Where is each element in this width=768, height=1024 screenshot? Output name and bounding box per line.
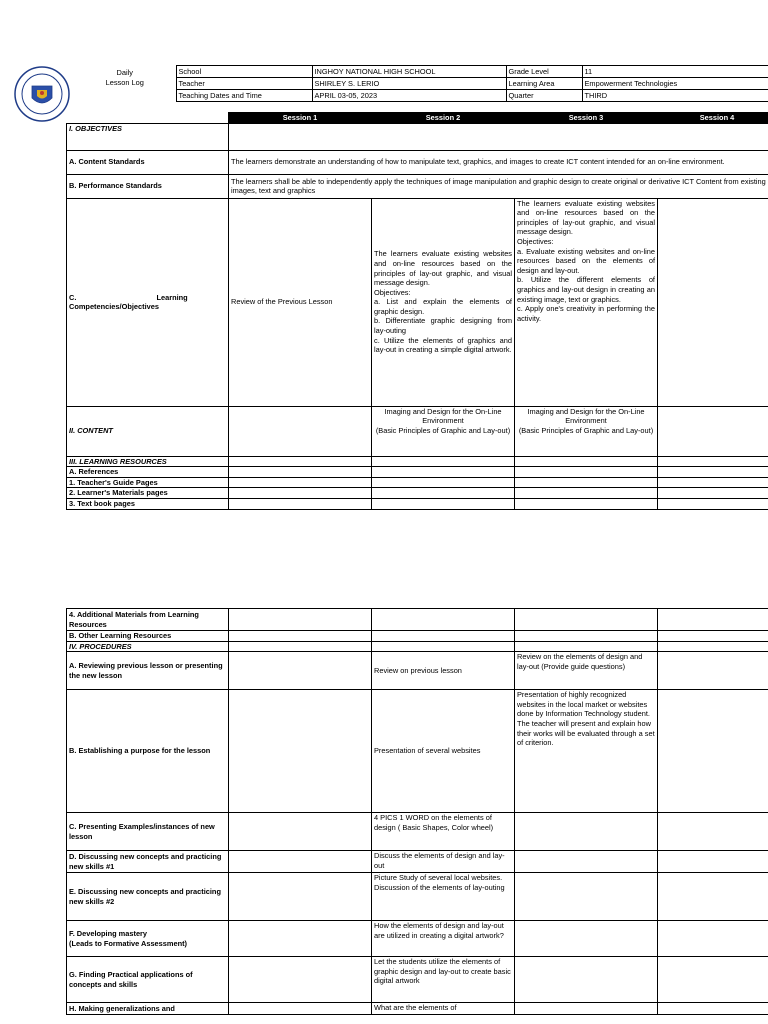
session-4-header: Session 4 [658, 113, 768, 124]
procedure-session-2: Let the students utilize the elements of graphic design and lay-out to create basic digital artwork [372, 957, 515, 1003]
grade-level-value: 11 [582, 66, 768, 78]
content-standards-label: A. Content Standards [67, 150, 229, 174]
procedure-session-3: Presentation of highly recognized websites in the local market or websites done by Information Technology student. The teacher will present and explain how their works will be evaluated through a set of criterion. [515, 690, 658, 813]
competencies-session-3: The learners evaluate existing websites and on-line resources based on the principles of lay-out graphic, and visual message design. Objectives: a. Evaluate existing websites and on-line resources based on the elements of design and lay-out. b. Utilize the different elements of graphics and lay-out design in creating an existing image, text or graphics. c. Apply one's creativity in performing the activity. [515, 198, 658, 406]
objectives-heading: I. OBJECTIVES [67, 123, 229, 150]
procedure-row-label: H. Making generalizations and [67, 1003, 229, 1015]
learners-materials-label: 2. Learner's Materials pages [67, 488, 229, 499]
session-1-header: Session 1 [229, 113, 372, 124]
procedure-row-label: G. Finding Practical applications of concepts and skills [67, 957, 229, 1003]
learning-resources-heading: III. LEARNING RESOURCES [67, 456, 229, 467]
procedure-row-label: D. Discussing new concepts and practicing new skills #1 [67, 851, 229, 873]
teacher-label: Teacher [176, 78, 312, 90]
deped-seal-logo [14, 66, 70, 122]
title-line1: Daily [116, 67, 133, 77]
grade-level-label: Grade Level [506, 66, 582, 78]
lesson-log-table-page1 [66, 112, 768, 510]
session-2-header: Session 2 [372, 113, 515, 124]
performance-standards-label: B. Performance Standards [67, 174, 229, 198]
content-session-2: Imaging and Design for the On-Line Environment (Basic Principles of Graphic and Lay-out) [372, 406, 515, 456]
competencies-session-1: Review of the Previous Lesson [229, 198, 372, 406]
quarter-label: Quarter [506, 90, 582, 102]
competencies-session-2: The learners evaluate existing websites and on-line resources based on the principles of lay-out graphic, and visual message design. Objectives: a. List and explain the elements of graphic design. b. Differentiate graphic designing from lay-outing c. Utilize the elements of graphics and lay-out in creating a simple digital artwork. [372, 198, 515, 406]
procedure-session-3 [515, 813, 658, 851]
teaching-dates-value: APRIL 03-05, 2023 [312, 90, 506, 102]
procedure-session-3 [515, 873, 658, 921]
procedure-row-label: E. Discussing new concepts and practicing new skills #2 [67, 873, 229, 921]
lesson-log-table-page2 [66, 608, 768, 1015]
learning-area-label: Learning Area [506, 78, 582, 90]
procedure-row-label: C. Presenting Examples/instances of new lesson [67, 813, 229, 851]
procedure-row-label: A. Reviewing previous lesson or presenting the new lesson [67, 652, 229, 690]
procedure-session-3 [515, 851, 658, 873]
performance-standards-text: The learners shall be able to independently apply the techniques of image manipulation and graphic design to create original or derivative ICT Content from existing images, text and graphics [229, 174, 768, 198]
procedure-session-3 [515, 1003, 658, 1015]
procedure-row-label: F. Developing mastery (Leads to Formative Assessment) [67, 921, 229, 957]
procedure-session-2: 4 PICS 1 WORD on the elements of design ( Basic Shapes, Color wheel) [372, 813, 515, 851]
procedure-session-2: Picture Study of several local websites. Discussion of the elements of lay-outing [372, 873, 515, 921]
content-heading: II. CONTENT [67, 406, 229, 456]
procedure-session-2: Review on previous lesson [372, 652, 515, 690]
references-label: A. References [67, 467, 229, 478]
additional-materials-label: 4. Additional Materials from Learning Resources [67, 609, 229, 631]
school-value: INGHOY NATIONAL HIGH SCHOOL [312, 66, 506, 78]
session-header-row [67, 113, 768, 124]
procedure-row-label: B. Establishing a purpose for the lesson [67, 690, 229, 813]
competencies-label: C. Learning Competencies/Objectives [67, 198, 229, 406]
procedure-session-2: How the elements of design and lay-out are utilized in creating a digital artwork? [372, 921, 515, 957]
teachers-guide-label: 1. Teacher's Guide Pages [67, 477, 229, 488]
procedure-session-3 [515, 957, 658, 1003]
teaching-dates-label: Teaching Dates and Time [176, 90, 312, 102]
content-standards-text: The learners demonstrate an understanding of how to manipulate text, graphics, and images to create ICT content intended for an on-line environment. [229, 150, 768, 174]
procedure-session-2: What are the elements of [372, 1003, 515, 1015]
textbook-pages-label: 3. Text book pages [67, 498, 229, 509]
procedure-session-2: Discuss the elements of design and lay-out [372, 851, 515, 873]
title-line2: Lesson Log [105, 77, 144, 87]
procedure-session-3 [515, 921, 658, 957]
session-3-header: Session 3 [515, 113, 658, 124]
learning-area-value: Empowerment Technologies [582, 78, 768, 90]
procedure-session-2: Presentation of several websites [372, 690, 515, 813]
content-session-3: Imaging and Design for the On-Line Environment (Basic Principles of Graphic and Lay-out) [515, 406, 658, 456]
procedure-session-3: Review on the elements of design and lay-out (Provide guide questions) [515, 652, 658, 690]
teacher-value: SHIRLEY S. LERIO [312, 78, 506, 90]
school-label: School [176, 66, 312, 78]
other-resources-label: B. Other Learning Resources [67, 631, 229, 642]
daily-lesson-log-title [74, 66, 176, 102]
quarter-value: THIRD [582, 90, 768, 102]
procedures-heading: IV. PROCEDURES [67, 641, 229, 652]
header-table [74, 65, 768, 102]
